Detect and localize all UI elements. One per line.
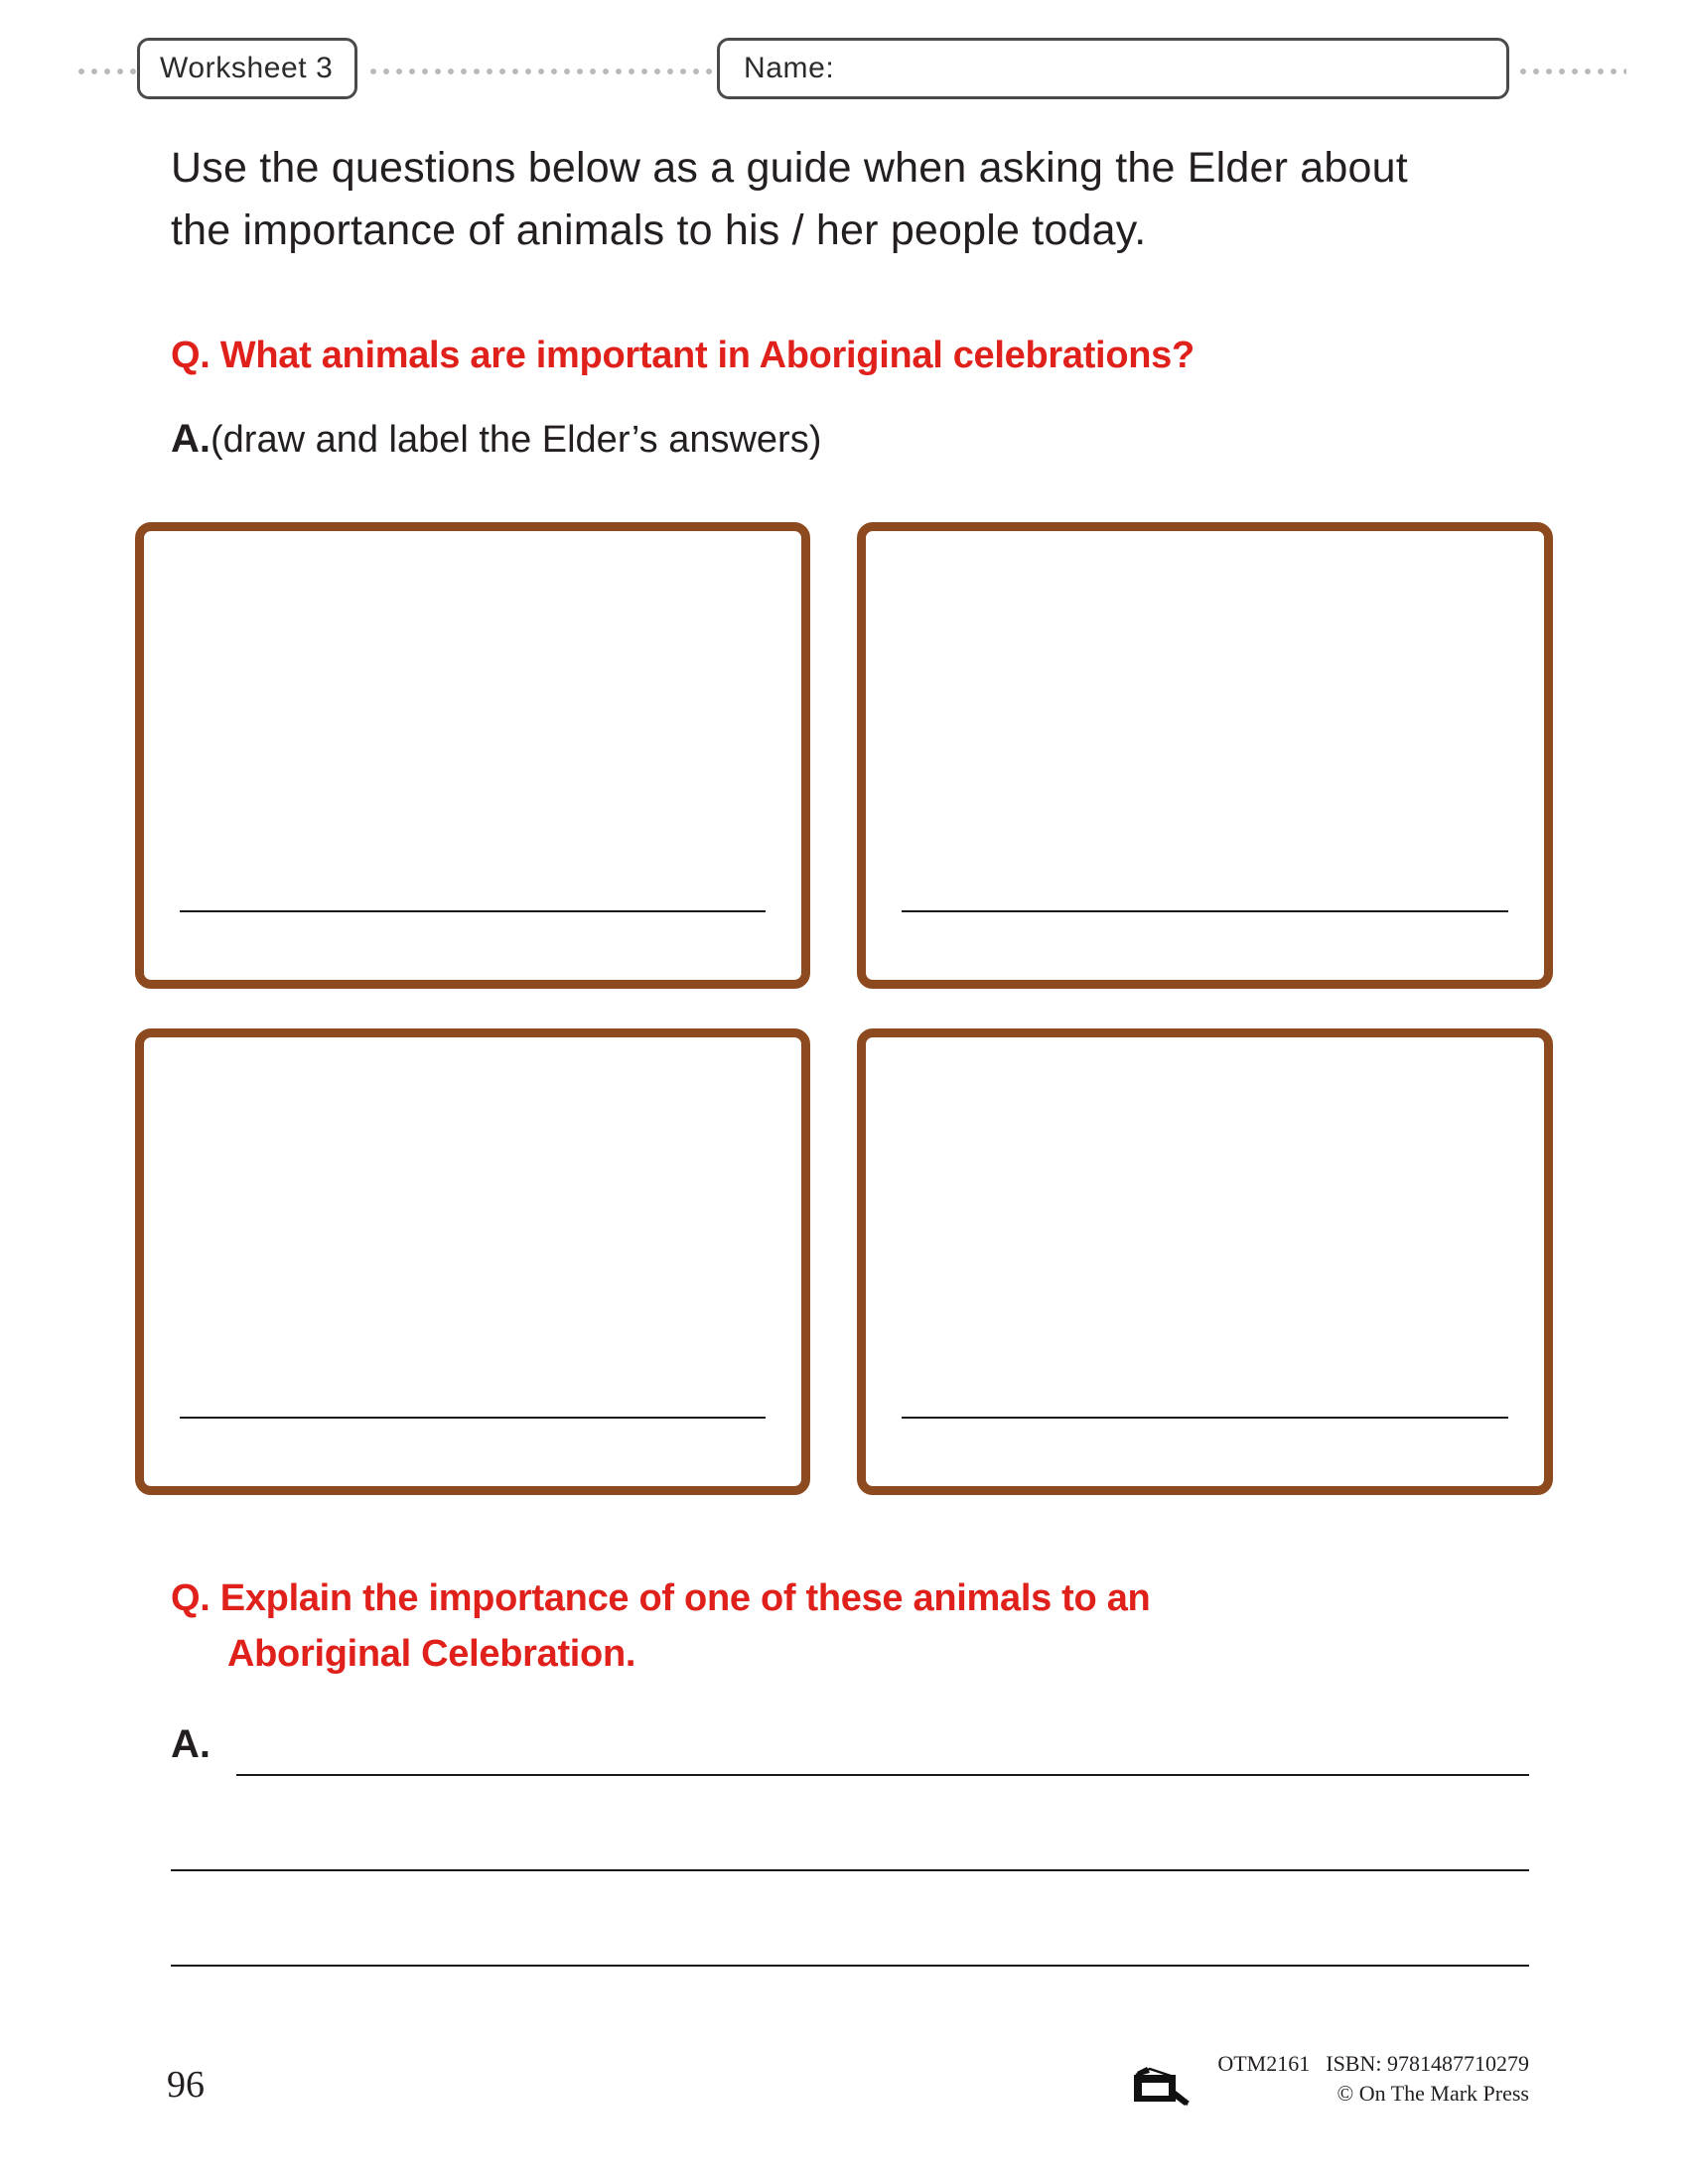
on-the-mark-press-logo-icon <box>1130 2061 1192 2111</box>
isbn: ISBN: 9781487710279 <box>1326 2051 1529 2076</box>
product-code: OTM2161 <box>1217 2051 1311 2076</box>
worksheet-number-label: Worksheet 3 <box>160 52 334 84</box>
drawing-box-1-label-line[interactable] <box>180 910 766 912</box>
name-field-label: Name: <box>744 52 835 84</box>
drawing-box-2-label-line[interactable] <box>902 910 1508 912</box>
drawing-box-4[interactable] <box>857 1028 1553 1495</box>
dotted-divider-left <box>77 68 139 75</box>
page-header <box>0 38 1688 99</box>
footer-credits <box>1130 2049 1529 2111</box>
question-2-answer-area <box>0 1722 1688 2010</box>
page-number: 96 <box>167 2064 205 2106</box>
drawing-box-1[interactable] <box>135 522 810 989</box>
question-1-prompt: Q. What animals are important in Aboriginal celebrations? <box>171 335 1195 376</box>
question-2-prompt-line2: Aboriginal Celebration. <box>227 1633 636 1675</box>
drawing-box-4-label-line[interactable] <box>902 1417 1508 1419</box>
answer-line-3[interactable] <box>171 1965 1529 1967</box>
footer-line-1 <box>1217 2051 1529 2076</box>
student-name-field[interactable] <box>717 38 1509 99</box>
footer-text-block <box>1217 2049 1529 2109</box>
instructions-text: Use the questions below as a guide when asking the Elder about the importance of animals to his / her people today. <box>171 144 1408 254</box>
drawing-box-2[interactable] <box>857 522 1553 989</box>
answer-letter-2: A. <box>171 1722 211 1766</box>
drawing-box-3-label-line[interactable] <box>180 1417 766 1419</box>
worksheet-number-box <box>137 38 357 99</box>
page-footer <box>0 2035 1688 2154</box>
drawing-box-grid <box>135 522 1553 1495</box>
copyright-notice: © On The Mark Press <box>1336 2081 1529 2106</box>
answer-line-2[interactable] <box>171 1869 1529 1871</box>
question-2-prompt <box>171 1570 1491 1682</box>
question-1-answer-header <box>171 417 821 462</box>
dotted-divider-middle <box>369 68 719 75</box>
answer-letter-1: A. <box>171 417 211 461</box>
answer-hint-1: (draw and label the Elder’s answers) <box>211 419 822 461</box>
drawing-box-3[interactable] <box>135 1028 810 1495</box>
answer-line-1[interactable] <box>236 1774 1529 1776</box>
dotted-divider-right <box>1519 68 1626 75</box>
question-2-prompt-line1: Q. Explain the importance of one of these animals to an <box>171 1577 1151 1619</box>
